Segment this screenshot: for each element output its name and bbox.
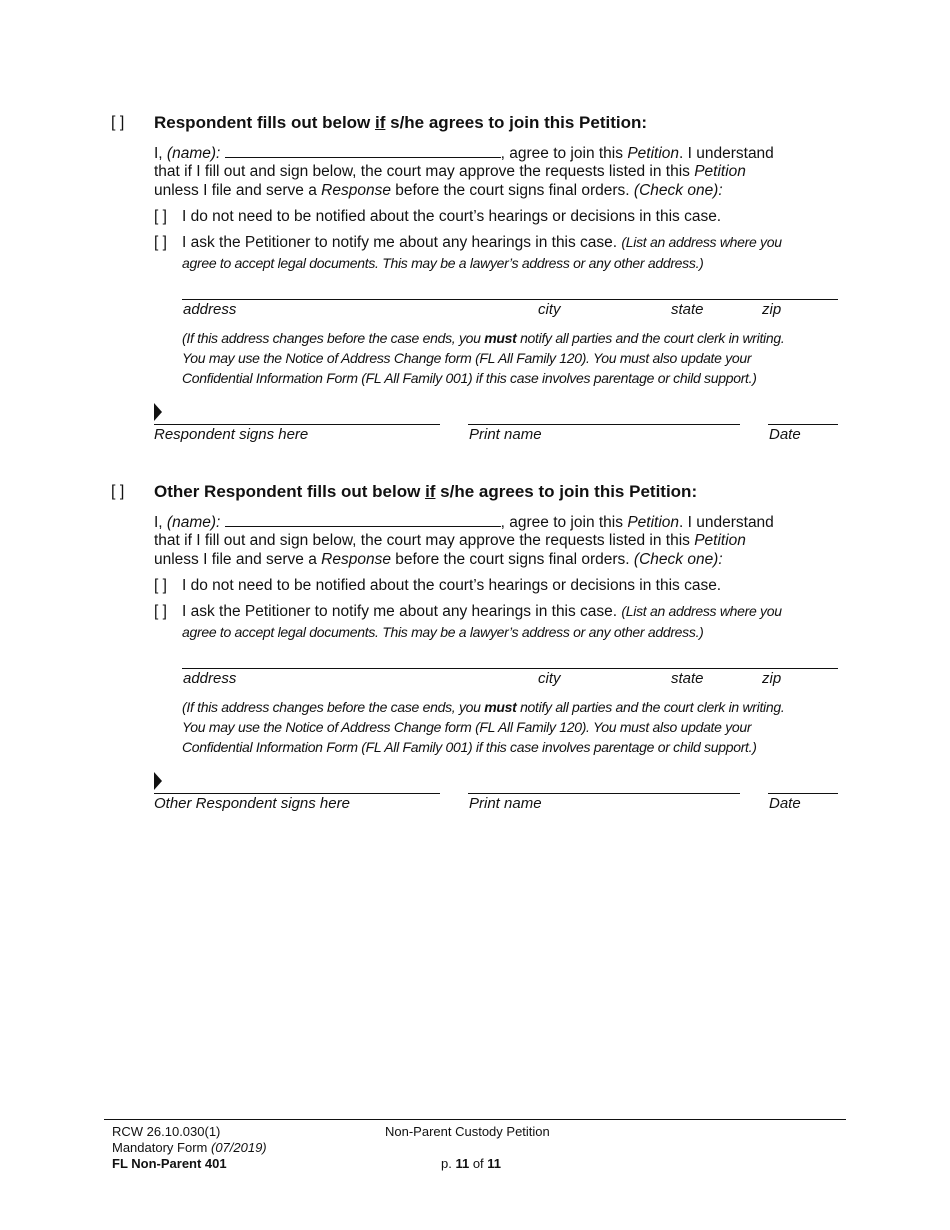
- respondent-intro-line3: unless I file and serve a Response before the court signs final orders. (Check one):: [154, 182, 723, 199]
- other-respondent-option2-checkbox[interactable]: [ ]: [154, 603, 167, 620]
- other-respondent-print-name-line[interactable]: [468, 793, 740, 794]
- footer-form-title: Non-Parent Custody Petition: [385, 1124, 550, 1139]
- respondent-print-name-label: Print name: [469, 426, 542, 443]
- respondent-intro-line2: that if I fill out and sign below, the court may approve the requests listed in this Petition: [154, 163, 746, 180]
- respondent-address-label: address: [183, 301, 237, 318]
- other-respondent-join-checkbox[interactable]: [ ]: [111, 483, 125, 500]
- footer-form-id: FL Non-Parent 401: [112, 1156, 227, 1171]
- other-respondent-change-note-1: (If this address changes before the case ends, you must notify all parties and the court clerk in writing.: [182, 699, 785, 715]
- other-respondent-change-note-2: You may use the Notice of Address Change form (FL All Family 120). You must also update your: [182, 719, 752, 735]
- respondent-date-label: Date: [769, 426, 801, 443]
- other-respondent-change-note-3: Confidential Information Form (FL All Family 001) if this case involves parentage or child support.): [182, 739, 757, 755]
- other-respondent-signature-line[interactable]: [154, 793, 440, 794]
- other-respondent-option1-checkbox[interactable]: [ ]: [154, 577, 167, 594]
- other-respondent-city-label: city: [538, 670, 561, 687]
- other-respondent-zip-label: zip: [762, 670, 782, 687]
- respondent-option2-note: agree to accept legal documents. This may be a lawyer’s address or any other address.): [182, 255, 704, 271]
- respondent-option2-text: I ask the Petitioner to notify me about any hearings in this case. (List an address where you: [182, 234, 782, 251]
- other-respondent-name-field[interactable]: [225, 512, 501, 527]
- other-respondent-state-label: state: [671, 670, 704, 687]
- respondent-option1-checkbox[interactable]: [ ]: [154, 208, 167, 225]
- other-respondent-address-line[interactable]: [182, 668, 838, 669]
- respondent-intro-line1: I, (name): , agree to join this Petition. I understand: [154, 145, 774, 162]
- other-respondent-date-label: Date: [769, 795, 801, 812]
- other-respondent-address-label: address: [183, 670, 237, 687]
- respondent-date-line[interactable]: [768, 424, 838, 425]
- sign-arrow-icon: [154, 403, 162, 421]
- other-respondent-option2-text: I ask the Petitioner to notify me about any hearings in this case. (List an address where you: [182, 603, 782, 620]
- other-respondent-intro-line2: that if I fill out and sign below, the court may approve the requests listed in this Petition: [154, 532, 746, 549]
- respondent-signature-line[interactable]: [154, 424, 440, 425]
- other-respondent-print-name-label: Print name: [469, 795, 542, 812]
- respondent-join-checkbox[interactable]: [ ]: [111, 114, 125, 131]
- other-respondent-intro-line1: I, (name): , agree to join this Petition. I understand: [154, 514, 774, 531]
- footer-divider: [104, 1119, 846, 1120]
- respondent-print-name-line[interactable]: [468, 424, 740, 425]
- respondent-address-line[interactable]: [182, 299, 838, 300]
- respondent-signature-label: Respondent signs here: [154, 426, 309, 443]
- respondent-change-note-2: You may use the Notice of Address Change form (FL All Family 120). You must also update your: [182, 350, 752, 366]
- footer-mandatory-form: Mandatory Form (07/2019): [112, 1140, 267, 1155]
- respondent-name-field[interactable]: [225, 143, 501, 158]
- respondent-state-label: state: [671, 301, 704, 318]
- footer-rcw: RCW 26.10.030(1): [112, 1124, 221, 1139]
- other-respondent-signature-label: Other Respondent signs here: [154, 795, 350, 812]
- respondent-city-label: city: [538, 301, 561, 318]
- other-respondent-intro-line3: unless I file and serve a Response before the court signs final orders. (Check one):: [154, 551, 723, 568]
- respondent-zip-label: zip: [762, 301, 782, 318]
- other-respondent-heading: Other Respondent fills out below if s/he agrees to join this Petition:: [154, 482, 698, 501]
- respondent-change-note-1: (If this address changes before the case ends, you must notify all parties and the court clerk in writing.: [182, 330, 785, 346]
- footer-page-number: p. 11 of 11: [441, 1156, 502, 1171]
- respondent-option2-checkbox[interactable]: [ ]: [154, 234, 167, 251]
- respondent-option1-text: I do not need to be notified about the court’s hearings or decisions in this case.: [182, 208, 722, 225]
- sign-arrow-icon: [154, 772, 162, 790]
- other-respondent-date-line[interactable]: [768, 793, 838, 794]
- respondent-heading: Respondent fills out below if s/he agrees to join this Petition:: [154, 113, 648, 132]
- respondent-change-note-3: Confidential Information Form (FL All Family 001) if this case involves parentage or child support.): [182, 370, 757, 386]
- other-respondent-option1-text: I do not need to be notified about the court’s hearings or decisions in this case.: [182, 577, 722, 594]
- other-respondent-option2-note: agree to accept legal documents. This may be a lawyer’s address or any other address.): [182, 624, 704, 640]
